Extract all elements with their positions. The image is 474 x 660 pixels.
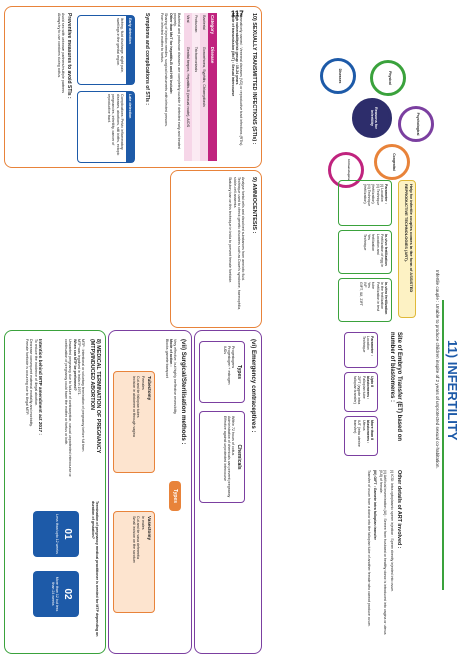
amniocentesis-panel: [170, 170, 262, 328]
invivo-item: Fertilization of egg in: [379, 234, 384, 268]
wheel-label: Psychological: [416, 112, 420, 136]
title-underline: [443, 300, 445, 590]
invitro-item: IVF: [362, 282, 367, 288]
table-cell: Viral: [184, 13, 192, 45]
sti-prevent-item: Always try to use condoms during coitus.: [56, 13, 61, 79]
infertility-section: [274, 0, 474, 660]
invitro-item: Fertilization in test tube: [371, 282, 380, 311]
sti-early-title: Early detection: [126, 16, 134, 84]
tubectomy-item: Incision in abdomen or through vagina: [132, 376, 137, 437]
emergency-title: (vi) Emergency contraceptives :: [250, 339, 257, 433]
emergency-type-item: Progestogens: [231, 346, 236, 369]
wheel-center-label: Reasons for infertility: [369, 107, 378, 129]
et-parameter-item: Technique: [361, 336, 366, 353]
invitro-title: In-vitro fertilization: [384, 282, 388, 315]
sti-early-text: Itching, fluid discharge, slight pain, swellings in the genital region.: [115, 18, 124, 73]
other-art-item: (iii) GIFT : Gamete intra fallopian transfer: [372, 470, 377, 540]
vasectomy-item: Small incision on the scrotum: [132, 516, 137, 563]
wheel-physical: [370, 60, 406, 96]
vasectomy-item: Cut and tie vasa deferentia: [136, 516, 141, 559]
wheel-label: Congenital: [392, 153, 396, 171]
et-parameter-item: Location: [365, 336, 370, 350]
mtp-amend-item: Female foeticide is occurring due to illegal MTP.: [25, 339, 30, 416]
other-art-item: Transfer of ovum from a donor into the fallopian tube of another female who cannot produce ovum.: [366, 470, 371, 627]
sti-item: High vulnerability/risk group : 15-24 years: [234, 13, 239, 85]
infertility-wheel: [304, 40, 434, 200]
mtp-amend-title: Intention behind MTP amendment act 2017 :: [38, 339, 43, 435]
amniocentesis-title: 9) AMNIOCENTESIS :: [251, 177, 257, 234]
wheel-label: Diseases: [338, 68, 342, 84]
vasectomy-box: [113, 511, 155, 613]
wheel-psychological: [398, 106, 434, 142]
mtp-step1-number: 01: [62, 528, 73, 540]
et-title: Site of Embryo Transfer (ET) based on number of blastomeres :: [388, 332, 402, 442]
table-row: [192, 13, 200, 161]
invivo-item: Location and fertilization: [371, 234, 380, 255]
mtp-step1: [33, 511, 79, 557]
mtp-term-note: Termination of pregnancy medical practitioner is needed for MTP depending on duration of gestation?: [90, 501, 99, 637]
sti-col-category: Category: [208, 13, 217, 45]
sti-title: 10) SEXUALLY TRANSMITTED INFECTIONS (STIs) :: [251, 13, 257, 145]
emergency-type-item: Progestogen + estrogen: [226, 346, 231, 385]
table-cell: Protozoan: [192, 13, 200, 45]
table-cell: Trichomoniasis: [192, 45, 200, 161]
emergency-chemical-item: Within 72 hours of coitus: [231, 416, 236, 456]
mtp-step1-text: Less than/upto 12 weeks: [55, 514, 60, 554]
sti-late-text: Complications: Pelvic inflammatory diseases, abortions, still births, ectopic pregnancies, infertility, cancer of reproductive tract.: [107, 94, 124, 156]
invitro-box: [338, 278, 392, 322]
wheel-label: Physical: [388, 71, 392, 85]
wheel-center: [352, 98, 392, 138]
sti-prevent-title: Preventive measures to avoid STIs :: [66, 13, 72, 99]
mtp-item: When can MTP be performed?: [72, 339, 77, 391]
art-box: Help for infertile couples comes in the form of ASSISTED REPRODUCTIVE TECHNOLOGIES (ART).: [398, 180, 416, 318]
mtp-item: MTP : Intentional or voluntary termination of pregnancy before full term.: [81, 339, 85, 453]
invitro-item: In the fertilization: [379, 282, 384, 310]
et-more8-title: More than 8 blastomeres :: [365, 420, 374, 444]
sti-prevent-item: Avoid sex with unknown partners/multiple partners: [61, 13, 66, 94]
amniocentesis-item: Technique used to check genetic disorders such as Down's syndrome, haemophilia, sickle-cell anaemia.: [232, 177, 241, 311]
sti-panel: [4, 6, 262, 168]
emergency-types-box: [199, 341, 245, 403]
sti-late-box: [77, 91, 135, 163]
et-more8-box: [344, 416, 378, 456]
emergency-chemical-item: Effective against unprotected intercourse: [222, 416, 227, 482]
emergency-types-title: Types: [236, 364, 242, 380]
page-number: 117: [230, 9, 244, 19]
other-art-item: (i) ICSI: Intra cytoplasmic sperm injection : Sperm directly injected into ovum.: [389, 470, 394, 593]
invivo-box: [338, 230, 392, 274]
amniocentesis-item: Analyse foetal cells and dissolved substances from amniotic fluid.: [241, 177, 245, 282]
surgical-item: Mode of action :: [168, 339, 173, 367]
et-upto8-box: [344, 372, 378, 412]
surgical-title: (vii) Surgical/Sterilisation methods :: [180, 339, 187, 445]
other-art-item: (ii) Artificial insemination (AI) : Semen from husband or healthy donor is introduced into vagina or uterus (IUI) of female.: [379, 470, 388, 635]
tubectomy-item: Females: [140, 376, 145, 390]
sti-extra-item: Other than MoT for hepatitis-B and HIV include:: [168, 13, 173, 95]
parameter-item: (iii) Technique (fertilization): [362, 184, 372, 207]
surgical-item: Blocks gamete transport: [164, 339, 169, 378]
sti-symptoms-title: Symptoms and complications of STIs :: [144, 13, 150, 105]
infertility-definition: Infertile couple : Unable to produce children inspite of 2 years of unprotected sexual co-habitation.: [435, 270, 440, 469]
invivo-item: Yes: [367, 234, 372, 240]
vasectomy-title: Vasectomy: [147, 516, 152, 541]
invitro-item: GIFT, IUI, ZIFT: [358, 282, 363, 306]
tubectomy-item: Cut and tie fallopian tubes: [136, 376, 141, 418]
emergency-chemicals-box: [199, 411, 245, 503]
mtp-panel: [4, 330, 106, 654]
et-parameter-title: Parameter :: [370, 336, 374, 356]
table-cell: Gonorrhoea, Syphilis, Chlamydiasis: [200, 45, 208, 161]
tubectomy-title: Tubectomy: [147, 376, 152, 401]
emergency-contraceptives-panel: [194, 330, 262, 654]
parameter-title: Parameter :: [384, 184, 388, 204]
invitro-item: Yes: [367, 282, 372, 288]
et-more8-item: Uterus: [361, 420, 366, 431]
emergency-chemical-item: Administration of chemicals can prevent pregnancy: [226, 416, 231, 498]
invivo-item: Technique: [362, 234, 367, 251]
et-upto8-title: Upto 8 blastomeres :: [365, 376, 374, 400]
et-upto8-item: Fallopian tube: [361, 376, 366, 399]
mtp-amend-item: Decrease consequent maternal mortality and morbidity.: [29, 339, 34, 427]
sti-table-header: [208, 13, 217, 161]
parameter-item: (ii) Technique (fertilization): [371, 184, 380, 206]
other-art-title: Other details of ART involved :: [396, 470, 402, 549]
sti-item: Alternatively named : Venereal diseases (VD) or reproductive tract infections (RTIs).: [239, 13, 243, 147]
sti-table: [184, 13, 217, 161]
table-cell: Bacterial: [200, 13, 208, 45]
wheel-diseases: [320, 58, 356, 94]
other-art-details: [366, 470, 402, 640]
table-cell: Genital herpes, Hepatitis-B (sexual route), AIDS: [184, 45, 192, 161]
wheel-congenital: [374, 144, 410, 180]
sti-extra-item: From infected mother to foetus.: [160, 13, 165, 63]
emergency-chemicals-title: Chemicals: [236, 444, 242, 470]
mtp-step2-number: 02: [62, 588, 73, 600]
et-upto8-item: ZIFT (zygote intra fallopian transfer): [353, 376, 362, 405]
art-parameter-box: [338, 180, 392, 226]
surgical-methods-panel: [108, 330, 192, 654]
sti-extra-item: Sharing of injection needles, surgical instruments with infected persons.: [164, 13, 169, 127]
mtp-item: MTP was legalised in India in 1971.: [76, 339, 81, 396]
emergency-type-item: IUDs: [222, 346, 227, 354]
tubectomy-box: [113, 371, 155, 473]
sti-col-disease: Disease: [208, 45, 217, 161]
mtp-title: 8) MEDICAL TERMINATION OF PREGNANCY (MTP)/INDUCED ABORTION: [88, 339, 101, 454]
sti-early-box: [77, 15, 135, 85]
table-row: [184, 13, 192, 161]
wheel-label: Immunological: [347, 159, 351, 181]
sti-item: Mode of transmission (MoT) : Sexual intercourse: [230, 13, 235, 97]
mtp-amend-item: To reduce the incidence of illegal abortion.: [33, 339, 38, 407]
infertility-number: 11): [445, 340, 460, 359]
parameter-item: (i) Location: [379, 184, 384, 202]
infertility-title: INFERTILITY: [445, 361, 460, 441]
vasectomy-item: In males: [140, 516, 145, 530]
surgical-types-badge: Types: [169, 481, 181, 511]
mtp-step2-text: More than 12 but less than 24 weeks: [50, 576, 60, 612]
et-parameter-box: [344, 332, 378, 368]
et-more8-item: IUT (intra uterine transfer): [353, 420, 362, 447]
table-row: [200, 13, 208, 161]
sti-extra-item: Bacterial and protozoan diseases are completely curable if detected early and treated properly.: [172, 13, 181, 149]
mtp-item: Unwanted pregnancy due to failure of contraception, casual unprotected intercourse or continuation of pregnancy could harm the mother or foetus or both.: [64, 339, 73, 477]
mtp-step2: [33, 571, 79, 617]
invivo-title: In-vivo fertilization: [384, 234, 388, 266]
sti-late-title: Late detection: [126, 92, 134, 162]
amniocentesis-item: Statutory ban on this technique in India to prevent female foeticide.: [228, 177, 233, 284]
surgical-item: Very effective, but highly ineffective reversibility: [173, 339, 177, 414]
